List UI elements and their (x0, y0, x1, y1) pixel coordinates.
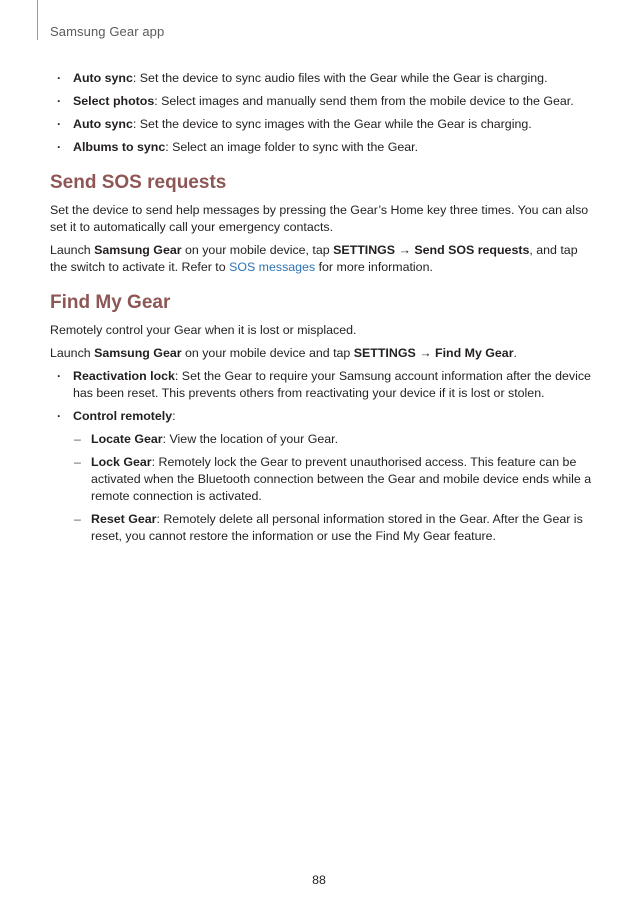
arrow-icon: → (398, 243, 411, 257)
term: Auto sync (73, 71, 133, 85)
settings-label: SETTINGS (333, 243, 396, 257)
term: Lock Gear (91, 455, 152, 469)
term: Reset Gear (91, 512, 157, 526)
term: Albums to sync (73, 140, 166, 154)
description: : Remotely lock the Gear to prevent unauthorised access. This feature can be activated when the Bluetooth connection between the Gear and mobile device ends while a remote connection is activated. (91, 455, 592, 503)
list-item (50, 408, 595, 545)
app-name: Samsung Gear (94, 346, 182, 360)
sub-list-item (73, 511, 595, 545)
list-item (50, 139, 595, 156)
list-item (50, 116, 595, 133)
running-header: Samsung Gear app (50, 24, 165, 39)
term: Control remotely (73, 409, 173, 423)
list-item (50, 93, 595, 110)
sub-list-item (73, 431, 595, 448)
sub-list-item (73, 454, 595, 505)
settings-label: SETTINGS (353, 346, 416, 360)
page-number: 88 (312, 873, 326, 887)
header-divider (37, 0, 38, 40)
find-my-gear-options-list (50, 368, 595, 545)
sos-intro: Set the device to send help messages by pressing the Gear’s Home key three times. You can also set it to automatically call your emergency contacts. (50, 203, 589, 234)
description: : (172, 409, 176, 423)
term: Select photos (73, 94, 155, 108)
description: : View the location of your Gear. (162, 432, 339, 446)
description: : Select an image folder to sync with the Gear. (165, 140, 419, 154)
sos-instructions: Launch Samsung Gear on your mobile device, tap SETTINGS → Send SOS requests, and tap the switch to activate it. Refer to SOS messages for more information. (50, 243, 578, 274)
sos-heading: Send SOS requests (50, 172, 227, 193)
find-my-gear-intro: Remotely control your Gear when it is lost or misplaced. (50, 323, 357, 337)
list-item (50, 70, 595, 87)
term: Auto sync (73, 117, 133, 131)
term: Locate Gear (91, 432, 163, 446)
sync-options-list (50, 70, 595, 156)
remote-control-sub-list (73, 431, 595, 545)
description: : Remotely delete all personal information stored in the Gear. After the Gear is reset, you cannot restore the information or use the Find My Gear feature. (91, 512, 583, 543)
find-my-gear-instructions: Launch Samsung Gear on your mobile device and tap SETTINGS → Find My Gear. (50, 346, 517, 360)
description: : Set the device to sync images with the Gear while the Gear is charging. (132, 117, 532, 131)
menu-item-label: Find My Gear (435, 346, 514, 360)
menu-item-label: Send SOS requests (414, 243, 530, 257)
sos-messages-link[interactable]: SOS messages (229, 260, 316, 274)
find-my-gear-heading: Find My Gear (50, 292, 171, 313)
app-name: Samsung Gear (94, 243, 182, 257)
description: : Set the device to sync audio files with the Gear while the Gear is charging. (132, 71, 548, 85)
description: : Set the Gear to require your Samsung account information after the device has been reset. This prevents others from reactivating your device if it is lost or stolen. (73, 369, 591, 400)
page-content (50, 70, 595, 551)
list-item (50, 368, 595, 402)
arrow-icon: → (419, 346, 432, 360)
term: Reactivation lock (73, 369, 175, 383)
description: : Select images and manually send them from the mobile device to the Gear. (154, 94, 574, 108)
